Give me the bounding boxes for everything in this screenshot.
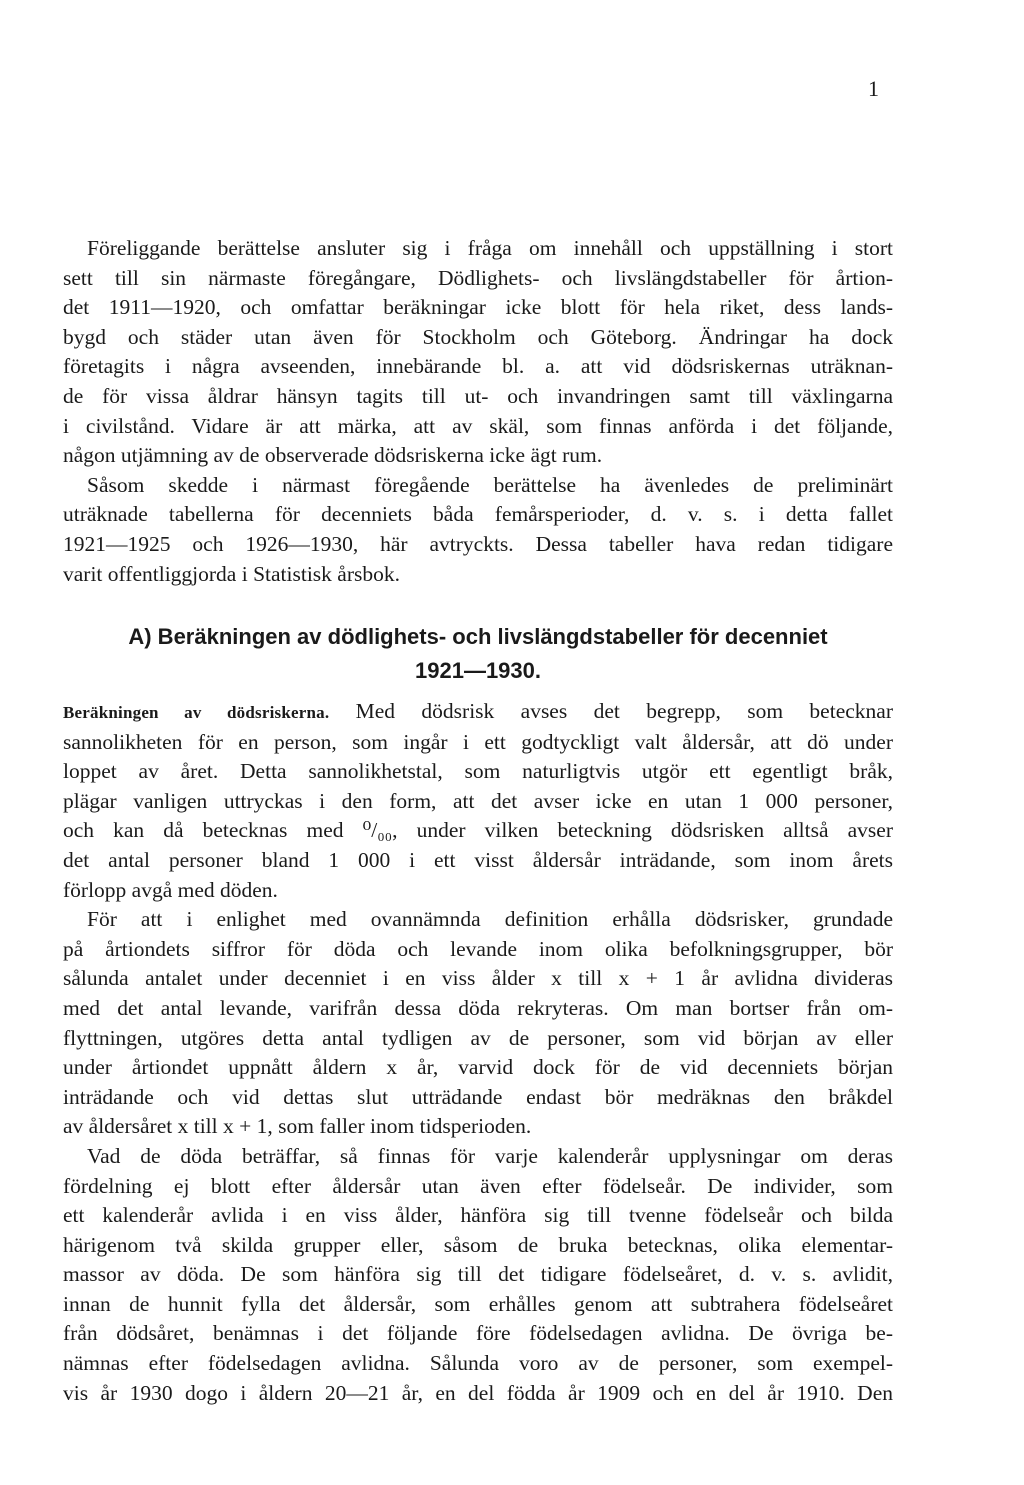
text-line: i civilstånd. Vidare är att märka, att av skäl, som finnas anförda i det följande, [63,413,893,438]
section-heading-line: A) Beräkningen av dödlighets- och livslängdstabeller för decenniet [128,624,828,649]
text-line: sålunda antalet under decenniet i en viss ålder x till x + 1 år avlidna divideras [63,966,893,991]
text-line: Vad de döda beträffar, så finnas för varje kalenderår upplysningar om deras [87,1143,893,1168]
intro-paragraphs [63,234,893,589]
text-line: sett till sin närmaste föregångare, Dödlighets- och livslängdstabeller för årtion- [63,265,893,290]
text-line: under årtiondet uppnått åldern x år, varvid dock för de vid decenniets början [63,1055,893,1080]
text-line: någon utjämning av de observerade dödsriskerna icke ägt rum. [63,443,603,468]
section-body [63,697,893,1408]
runin-heading: Beräkningen av dödsriskerna. [63,703,330,722]
text-line: flyttningen, utgöres detta antal tydligen av de personer, som vid början av eller [63,1025,893,1050]
text-line: innan de hunnit fylla det åldersår, som erhålles genom att subtrahera födelseåret [63,1291,893,1316]
text-line: det 1911—1920, och omfattar beräkningar icke blott för hela riket, dess lands- [63,295,893,320]
text-line: För att i enlighet med ovannämnda definition erhålla dödsrisker, grundade [87,907,893,932]
text-line-rest: Med dödsrisk avses det begrepp, som betecknar [329,699,893,723]
text-line: sannolikheten för en person, som ingår i ett godtyckligt valt åldersår, att dö under [63,729,893,754]
text-line: fördelning ej blott efter åldersår utan även efter födelseår. De individer, som [63,1173,893,1198]
text-line: loppet av året. Detta sannolikhetstal, som naturligtvis utgör ett egentligt bråk, [63,759,893,784]
text-line: förlopp avgå med döden. [63,877,278,902]
text-line: 1921—1925 och 1926—1930, här avtryckts. Dessa tabeller hava redan tidigare [63,531,893,556]
text-line-runin [63,697,893,728]
text-line: Såsom skedde i närmast föregående berättelse ha ävenledes de preliminärt [87,472,893,497]
text-line: Föreliggande berättelse ansluter sig i fråga om innehåll och uppställning i stort [87,236,893,260]
text-line: härigenom två skilda grupper eller, såsom de bruka betecknas, olika elementar- [63,1232,893,1257]
text-line: på årtiondets siffror för döda och levande inom olika befolkningsgrupper, bör [63,936,893,961]
text-line: de för vissa åldrar hänsyn tagits till ut- och invandringen samt till växlingarna [63,383,893,408]
text-line: med det antal levande, varifrån dessa döda rekryteras. Om man bortser från om- [63,995,893,1020]
text-line: från dödsåret, benämnas i det följande före födelsedagen avlidna. De övriga be- [63,1321,893,1346]
text-line: massor av döda. De som hänföra sig till det tidigare födelseåret, d. v. s. avlidit, [63,1262,893,1287]
text-line: företagits i några avseenden, innebärande bl. a. att vid dödsriskernas uträknan- [63,354,893,379]
text-line: det antal personer bland 1 000 i ett visst åldersår inträdande, som inom årets [63,847,893,872]
text-line: och kan då betecknas med ⁰/₀₀, under vilken beteckning dödsrisken alltså avser [63,818,893,843]
text-line: inträdande och vid dettas slut utträdande endast bör medräknas den bråkdel [63,1084,893,1109]
text-line: nämnas efter födelsedagen avlidna. Sålunda voro av de personer, som exempel- [63,1351,893,1376]
section-heading [63,620,893,688]
text-line: bygd och städer utan även för Stockholm och Göteborg. Ändringar ha dock [63,324,893,349]
section-heading-line: 1921—1930. [415,658,541,683]
text-line: av åldersåret x till x + 1, som faller inom tidsperioden. [63,1114,532,1139]
text-line: varit offentliggjorda i Statistisk årsbok. [63,561,400,586]
page-number: 1 [868,76,879,101]
text-line: vis år 1930 dogo i åldern 20—21 år, en del födda år 1909 och en del år 1910. Den [63,1380,893,1405]
text-line: plägar vanligen uttryckas i den form, att det avser icke en utan 1 000 personer, [63,788,893,813]
text-line: uträknade tabellerna för decenniets båda femårsperioder, d. v. s. i detta fallet [63,502,893,527]
text-line: ett kalenderår avlida i en viss ålder, hänföra sig till tvenne födelseår och bilda [63,1203,893,1228]
